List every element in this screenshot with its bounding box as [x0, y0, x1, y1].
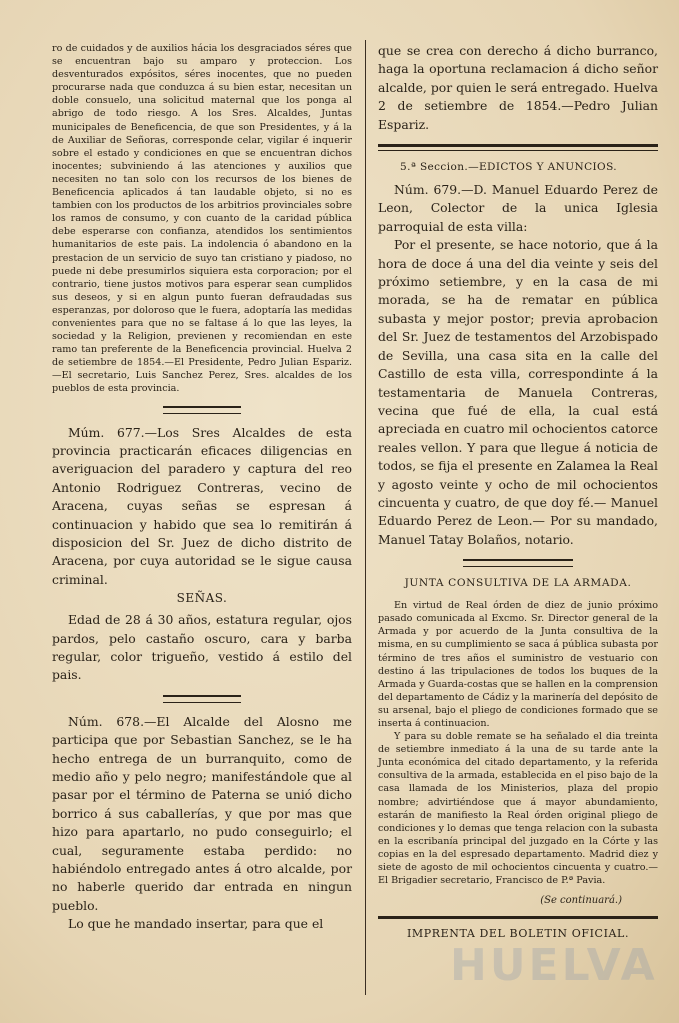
column-separator [365, 40, 366, 995]
ornament-divider [163, 695, 241, 703]
beneficencia-notice: ro de cuidados y de auxilios hácia los desgraciados séres que se encuentran bajo su amparo y proteccion. Los desventurados expósitos, séres inocentes, que no pueden procurarse nada que conduzca á su bien estar, necesitan un doble consuelo, una solicitud maternal que los ponga al abrigo de todo riesgo. A los Sres. Alcaldes, Juntas municipales de Beneficencia, de que son Presidentes, y á la de Auxiliar de Señoras, corresponde celar, vigilar é inquerir sobre el estado y condiciones en que se encuentran dichos inocentes; subviniendo á las atenciones y auxilios que necesiten no tan solo con los recursos de los bienes de Beneficencia aplicados á tan laudable objeto, si no es tambien con los productos de los arbitrios provinciales sobre los ramos de consumo, y con cuanto de la caridad pública debe esperarse con confianza, atendidos los sentimientos humanitarios de este pais. La indolencia ó abandono en la prestacion de un servicio de suyo tan cristiano y piadoso, no puede ni debe presumirlos siquiera esta corporacion; por el contrario, tiene justos motivos para esperar sean cumplidos sus deseos, y si en algun punto fueran defraudadas sus esperanzas, por doloroso que le fuera, adoptaría las medidas convenientes para que no se faltase á lo que las leyes, la sociedad y la Religion, previenen y recomiendan en este ramo tan preferente de la Beneficencia provincial. Huelva 2 de setiembre de 1854.—El Presidente, Pedro Julian Espariz.—El secretario, Luis Sanchez Perez, Sres. alcaldes de los pueblos de esta provincia. [52, 43, 352, 395]
imprint-line: IMPRENTA DEL BOLETIN OFICIAL. [406, 927, 630, 941]
junta-paragraph-2: Y para su doble remate se ha señalado el dia treinta de setiembre inmediato á la una de su tarde ante la Junta económica del citado departamento, y la referida consultiva de la armada, establecida en el piso bajo de la casa llamada de los Ministerios, plaza del propio nombre; advirtiéndose que á mayor abundamiento, estarán de manifiesto la Real órden original pliego de condiciones y lo demas que tenga relacion con la subasta en la escribanía principal del juzgado en la Córte y las copias en la del espresado departamento. Madrid diez y siete de agosto de mil ochocientos cincuenta y cuatro.—El Brigadier secretario, Francisco de P.ª Pavia. [378, 731, 658, 887]
section-title: 5.ª Seccion.—EDICTOS Y ANUNCIOS. [400, 161, 618, 174]
ornament-divider [163, 406, 241, 414]
continuation-note: (Se continuará.) [540, 895, 622, 907]
notice-679-header: Núm. 679.—D. Manuel Eduardo Perez de Leon, Colector de la unica Iglesia parroquial de esta villa: [378, 182, 658, 234]
left-column [52, 42, 352, 934]
senas-description: Edad de 28 á 30 años, estatura regular, ojos pardos, pelo castaño oscuro, cara y barba regular, color trigueño, vestido á estilo del pais. [52, 612, 352, 683]
section-rule-thin [378, 150, 658, 151]
junta-title: JUNTA CONSULTIVA DE LA ARMADA. [404, 577, 632, 590]
right-column [378, 42, 658, 940]
notice-678: Núm. 678.—El Alcalde del Alosno me participa que por Sebastian Sanchez, se le ha hecho entrega de un burranquito, como de medio año y pelo negro; manifestándole que al pasar por el término de Paterna se unió dicho borrico á sus caballerías, y que por mas que hizo para apartarlo, no pudo conseguirlo; el cual, seguramente estaba perdido: no habiéndolo entregado antes á otro alcalde, por no haberle querido dar entrada en ningun pueblo. [52, 713, 352, 913]
notice-678-continuation: Lo que he mandado insertar, para que el [68, 916, 324, 932]
section-rule [378, 144, 658, 147]
footer-rule [378, 916, 658, 919]
senas-heading: SEÑAS. [176, 591, 228, 606]
junta-paragraph-1: En virtud de Real órden de diez de junio próximo pasado comunicada al Excmo. Sr. Director general de la Armada y por acuerdo de la Junta consultiva de la misma, en su cumplimiento se saca á pública subasta por término de tres años el suministro de vestuario con destino á las tripulaciones de todos los buques de la Armada y Guarda-costas que se hallen en la comprension del departamento de Cádiz y la marinería del depósito de su arsenal, bajo el pliego de condiciones formado que se inserta á continuacion. [378, 600, 658, 729]
ornament-divider [463, 559, 573, 567]
notice-677: Múm. 677.—Los Sres Alcaldes de esta provincia practicarán eficaces diligencias en averiguacion del paradero y captura del reo Antonio Rodriguez Contreras, vecino de Aracena, cuyas señas se espresan á continuacion y habido que sea lo remitirán á disposicion del Sr. Juez de dicho distrito de Aracena, por cuya autoridad se le sigue causa criminal. [52, 424, 352, 587]
watermark-logo: HUELVA [450, 940, 658, 991]
notice-679-body: Por el presente, se hace notorio, que á la hora de doce á una del dia veinte y seis del próximo setiembre, y en la casa de mi morada, se ha de rematar en pública subasta y mejor postor; previa aprobacion del Sr. Juez de testamentos del Arzobispado de Sevilla, una casa sita en la calle del Castillo de esta villa, correspondinte á la testamentaria de Manuela Contreras, vecina que fué de ella, la cual está apreciada en cuatro mil ochocientos catorce reales vellon. Y para que llegue á noticia de todos, se fija el presente en Zalamea la Real y agosto veinte y ocho de mil ochocientos cincuenta y cuatro, de que doy fé.— Manuel Eduardo Perez de Leon.— Por su mandado, Manuel Tatay Bolaños, notario. [378, 237, 658, 547]
notice-678-end: que se crea con derecho á dicho burranco, haga la oportuna reclamacion á dicho señor alcalde, por quien le será entregado. Huelva 2 de setiembre de 1854.—Pedro Julian Espariz. [378, 43, 658, 132]
